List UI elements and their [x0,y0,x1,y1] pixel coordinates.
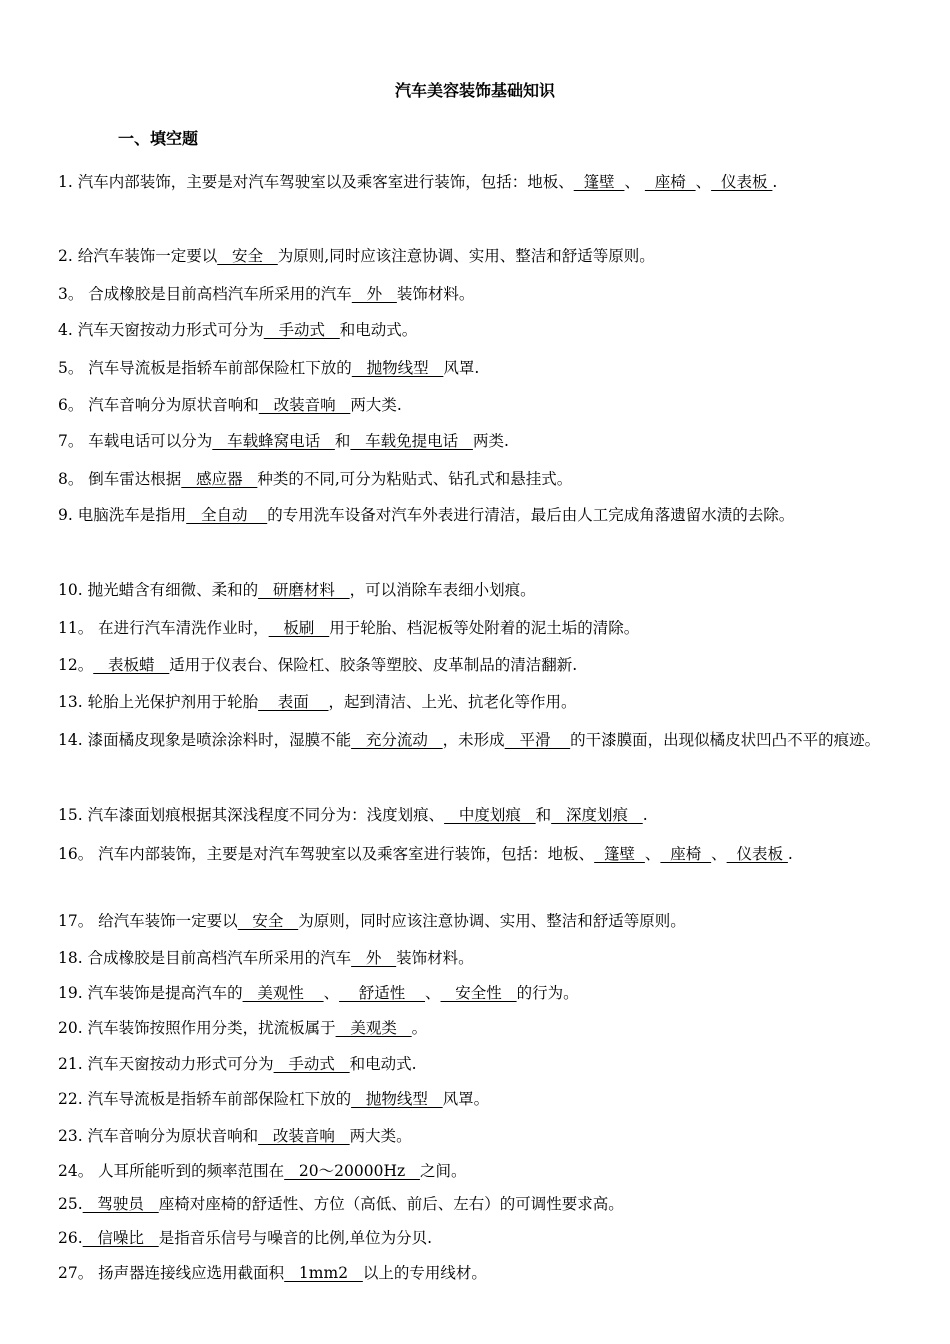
question-text: 之间。 [419,1162,467,1180]
answer-blank: 座椅 [644,173,696,191]
question-text: 8。 倒车雷达根据 [58,470,182,488]
question-text: 12。 [58,656,94,674]
question-text: 、 [711,845,727,863]
question-text: 适用于仪表台、保险杠、胶条等塑胶、皮革制品的清洁翻新. [169,656,578,674]
question-17 [58,903,894,939]
question-8 [58,461,894,497]
question-text: 装饰材料。 [396,285,475,303]
answer-blank: 手动式 [273,1055,350,1073]
question-20 [58,1010,894,1046]
answer-blank: 安全 [237,912,299,930]
answer-blank: 安全性 [440,984,517,1002]
answer-blank: 手动式 [263,321,340,339]
question-text: ，可以消除车表细小划痕。 [349,581,536,599]
question-text: 23. 汽车音响分为原状音响和 [58,1127,259,1145]
question-text: 种类的不同,可分为粘贴式、钻孔式和悬挂式。 [257,470,573,488]
question-text: 6。 汽车音响分为原状音响和 [58,396,259,414]
question-text: 13. 轮胎上光保护剂用于轮胎 [58,693,259,711]
answer-blank: 板刷 [268,619,330,637]
answer-blank: 表板蜡 [93,656,170,674]
question-1 [58,164,894,200]
question-text: 的干漆膜面，出现似橘皮状凹凸不平的痕迹。 [570,731,881,749]
answer-blank: 改装音响 [258,1127,350,1145]
question-text: 26. [58,1229,83,1247]
answer-blank: 中度划痕 [444,806,536,824]
question-text: 和电动式. [349,1055,417,1073]
answer-blank: 车载免提电话 [350,432,473,450]
question-24 [58,1153,894,1189]
question-10 [58,572,894,608]
question-13 [58,684,894,720]
answer-blank: 舒适性 [339,984,426,1002]
question-26 [58,1220,894,1256]
question-text: 19. 汽车装饰是提高汽车的 [58,984,243,1002]
question-text: 和电动式。 [339,321,418,339]
question-6 [58,387,894,423]
question-text: 为原则,同时应该注意协调、实用、整洁和舒适等原则。 [277,247,655,265]
answer-blank: 信噪比 [82,1229,159,1247]
question-text: 24。 人耳所能听到的频率范围在 [58,1162,285,1180]
question-text: . [787,845,793,863]
question-5 [58,350,894,386]
question-text: . [772,173,778,191]
question-text: 风罩. [443,359,480,377]
document-title: 汽车美容装饰基础知识 [394,81,555,100]
question-text: 两类. [472,432,509,450]
question-text: 为原则，同时应该注意协调、实用、整洁和舒适等原则。 [298,912,686,930]
question-text: 、 [624,173,645,191]
answer-blank: 篷壁 [594,845,645,863]
answer-blank: 车载蜂窝电话 [212,432,335,450]
question-22 [58,1081,894,1117]
question-9 [58,497,894,533]
answer-blank: 外 [351,285,397,303]
answer-blank: 美观类 [335,1019,412,1037]
question-text: 7。 车载电话可以分为 [58,432,213,450]
answer-blank: 仪表板 [711,173,773,191]
question-text: 两大类。 [349,1127,412,1145]
question-text: 两大类. [350,396,402,414]
question-text: 4. 汽车天窗按动力形式可分为 [58,321,264,339]
answer-blank: 安全 [217,247,278,265]
answer-blank: 抛物线型 [351,359,444,377]
question-text: 装饰材料。 [396,949,474,967]
question-11 [58,610,894,646]
question-text: 20. 汽车装饰按照作用分类，扰流板属于 [58,1019,336,1037]
question-text: 16。 汽车内部装饰，主要是对汽车驾驶室以及乘客室进行装饰，包括：地板、 [58,845,595,863]
question-text: 的行为。 [516,984,579,1002]
question-3 [58,276,894,312]
question-text: 18. 合成橡胶是目前高档汽车所采用的汽车 [58,949,352,967]
question-text: 25. [58,1195,83,1213]
question-text: 5。 汽车导流板是指轿车前部保险杠下放的 [58,359,352,377]
question-15 [58,797,894,833]
answer-blank: 表面 [258,693,329,711]
question-text: 2. 给汽车装饰一定要以 [58,247,218,265]
question-text: 9. 电脑洗车是指用 [58,506,187,524]
question-text: 3。 合成橡胶是目前高档汽车所采用的汽车 [58,285,352,303]
answer-blank: 改装音响 [258,396,351,414]
answer-blank: 座椅 [660,845,712,863]
answer-blank: 1mm2 [284,1264,363,1282]
question-text: 。 [411,1019,428,1037]
question-text: 用于轮胎、档泥板等处附着的泥土垢的清除。 [329,619,640,637]
question-4 [58,312,894,348]
question-2 [58,238,894,274]
answer-blank: 驾驶员 [82,1195,159,1213]
question-text: 15. 汽车漆面划痕根据其深浅程度不同分为：浅度划痕、 [58,806,445,824]
question-text: 的专用洗车设备对汽车外表进行清洁，最后由人工完成角落遗留水渍的去除。 [267,506,795,524]
answer-blank: 美观性 [242,984,324,1002]
question-21 [58,1046,894,1082]
question-18 [58,940,894,976]
section-heading: 一、填空题 [118,129,199,148]
question-text: 和 [535,806,552,824]
answer-blank: 充分流动 [351,731,443,749]
question-text: 是指音乐信号与噪音的比例,单位为分贝. [158,1229,433,1247]
question-text: 10. 抛光蜡含有细微、柔和的 [58,581,259,599]
question-text: 11。 在进行汽车清洗作业时， [58,619,269,637]
question-text: 21. 汽车天窗按动力形式可分为 [58,1055,274,1073]
question-text: 、 [644,845,661,863]
question-16 [58,836,894,872]
question-text: 风罩。 [442,1090,490,1108]
question-text: 以上的专用线材。 [362,1264,487,1282]
question-14 [58,722,894,758]
question-25 [58,1186,894,1222]
question-23 [58,1118,894,1154]
question-text: 1. 汽车内部装饰，主要是对汽车驾驶室以及乘客室进行装饰，包括：地板、 [58,173,574,191]
answer-blank: 20～20000Hz [284,1162,420,1180]
answer-blank: 平滑 [504,731,571,749]
question-text: 、 [323,984,340,1002]
question-text: 、 [695,173,712,191]
question-text: ，起到清洁、上光、抗老化等作用。 [328,693,577,711]
question-text: ，未形成 [442,731,505,749]
question-text: 座椅对座椅的舒适性、方位（高低、前后、左右）的可调性要求高。 [158,1195,624,1213]
question-7 [58,423,894,459]
question-text: 17。 给汽车装饰一定要以 [58,912,238,930]
question-text: . [642,806,648,824]
answer-blank: 抛物线型 [351,1090,443,1108]
answer-blank: 全自动 [186,506,268,524]
answer-blank: 篷壁 [573,173,625,191]
question-text: 、 [425,984,441,1002]
question-19 [58,975,894,1011]
answer-blank: 感应器 [181,470,258,488]
question-text: 27。 扬声器连接线应选用截面积 [58,1264,285,1282]
question-text: 和 [334,432,351,450]
question-text: 14. 漆面橘皮现象是喷涂涂料时，湿膜不能 [58,731,352,749]
answer-blank: 深度划痕 [551,806,643,824]
answer-blank: 外 [351,949,397,967]
answer-blank: 研磨材料 [258,581,350,599]
question-27 [58,1255,894,1291]
question-text: 22. 汽车导流板是指轿车前部保险杠下放的 [58,1090,352,1108]
question-12 [58,647,894,683]
answer-blank: 仪表板 [726,845,788,863]
